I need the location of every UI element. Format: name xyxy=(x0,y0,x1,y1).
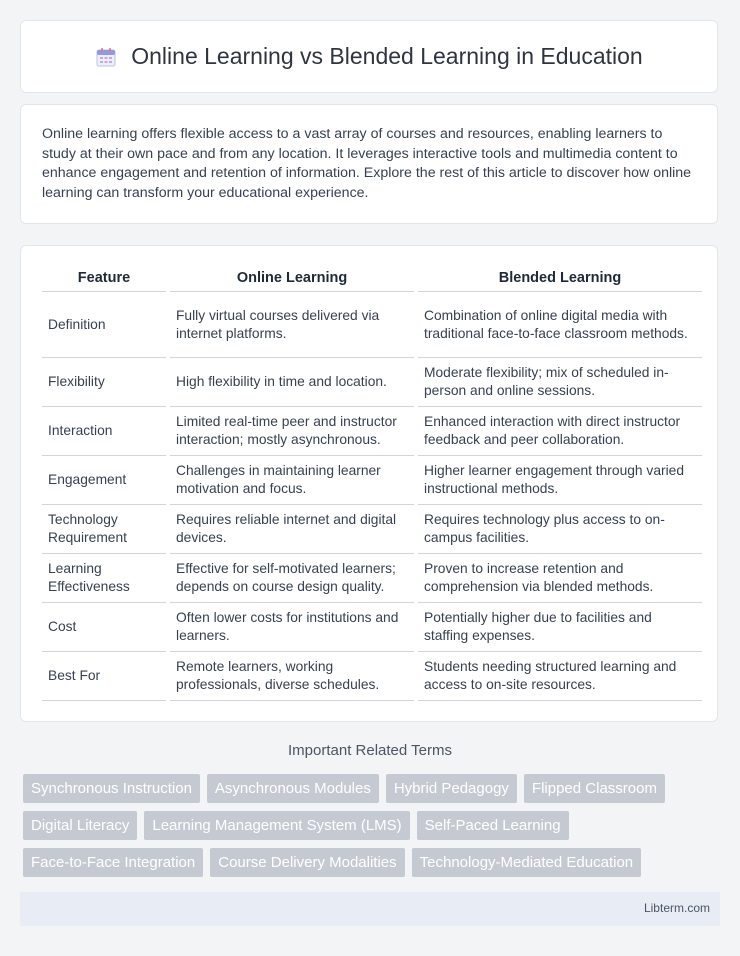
comparison-card xyxy=(20,245,718,722)
column-header: Online Learning xyxy=(170,263,414,292)
online-cell: Challenges in maintaining learner motivation and focus. xyxy=(170,456,414,505)
term-tag[interactable]: Asynchronous Modules xyxy=(207,774,379,803)
tag-row xyxy=(23,774,723,803)
footer-brand-link[interactable]: Libterm.com xyxy=(643,901,710,915)
feature-cell: Definition xyxy=(42,292,166,358)
term-tag[interactable]: Course Delivery Modalities xyxy=(210,848,404,877)
blended-cell: Requires technology plus access to on-campus facilities. xyxy=(418,505,702,554)
feature-cell: Best For xyxy=(42,652,166,701)
term-tag[interactable]: Self-Paced Learning xyxy=(417,811,569,840)
blended-cell: Enhanced interaction with direct instructor feedback and peer collaboration. xyxy=(418,407,702,456)
term-tag[interactable]: Learning Management System (LMS) xyxy=(144,811,409,840)
column-header: Blended Learning xyxy=(418,263,702,292)
table-row xyxy=(42,456,702,505)
footer xyxy=(20,892,720,926)
column-header: Feature xyxy=(42,263,166,292)
feature-cell: Flexibility xyxy=(42,358,166,407)
online-cell: Effective for self-motivated learners; depends on course design quality. xyxy=(170,554,414,603)
table-row xyxy=(42,358,702,407)
table-row xyxy=(42,505,702,554)
term-tag[interactable]: Technology-Mediated Education xyxy=(412,848,641,877)
intro-card xyxy=(20,104,718,224)
table-row xyxy=(42,407,702,456)
feature-cell: Technology Requirement xyxy=(42,505,166,554)
header-card xyxy=(20,20,718,93)
table-row xyxy=(42,603,702,652)
intro-text: Online learning offers flexible access to a vast array of courses and resources, enabling learners to study at their own pace and from any location. It leverages interactive tools and multimedia content to enhance engagement and retention of information. Explore the rest of this article to discover how online learning can transform your educational experience. xyxy=(42,126,692,201)
tag-row xyxy=(23,848,723,877)
online-cell: High flexibility in time and location. xyxy=(170,358,414,407)
feature-cell: Engagement xyxy=(42,456,166,505)
feature-cell: Interaction xyxy=(42,407,166,456)
term-tag[interactable]: Digital Literacy xyxy=(23,811,137,840)
feature-cell: Cost xyxy=(42,603,166,652)
page-title: Online Learning vs Blended Learning in Education xyxy=(131,43,643,69)
term-tag[interactable]: Hybrid Pedagogy xyxy=(386,774,517,803)
comparison-table xyxy=(38,263,706,701)
related-terms-title: Important Related Terms xyxy=(288,742,452,759)
feature-cell: Learning Effectiveness xyxy=(42,554,166,603)
online-cell: Requires reliable internet and digital devices. xyxy=(170,505,414,554)
blended-cell: Proven to increase retention and comprehension via blended methods. xyxy=(418,554,702,603)
table-header-row xyxy=(42,263,702,292)
online-cell: Often lower costs for institutions and learners. xyxy=(170,603,414,652)
table-row xyxy=(42,652,702,701)
term-tag[interactable]: Flipped Classroom xyxy=(524,774,665,803)
calendar-icon xyxy=(95,46,117,68)
term-tag[interactable]: Synchronous Instruction xyxy=(23,774,200,803)
blended-cell: Combination of online digital media with traditional face-to-face classroom methods. xyxy=(418,292,702,358)
blended-cell: Potentially higher due to facilities and staffing expenses. xyxy=(418,603,702,652)
table-row xyxy=(42,554,702,603)
table-row xyxy=(42,292,702,358)
related-terms-list xyxy=(23,774,723,885)
tag-row xyxy=(23,811,723,840)
online-cell: Limited real-time peer and instructor interaction; mostly asynchronous. xyxy=(170,407,414,456)
term-tag[interactable]: Face-to-Face Integration xyxy=(23,848,203,877)
blended-cell: Higher learner engagement through varied instructional methods. xyxy=(418,456,702,505)
online-cell: Remote learners, working professionals, diverse schedules. xyxy=(170,652,414,701)
online-cell: Fully virtual courses delivered via internet platforms. xyxy=(170,292,414,358)
blended-cell: Moderate flexibility; mix of scheduled in-person and online sessions. xyxy=(418,358,702,407)
blended-cell: Students needing structured learning and access to on-site resources. xyxy=(418,652,702,701)
